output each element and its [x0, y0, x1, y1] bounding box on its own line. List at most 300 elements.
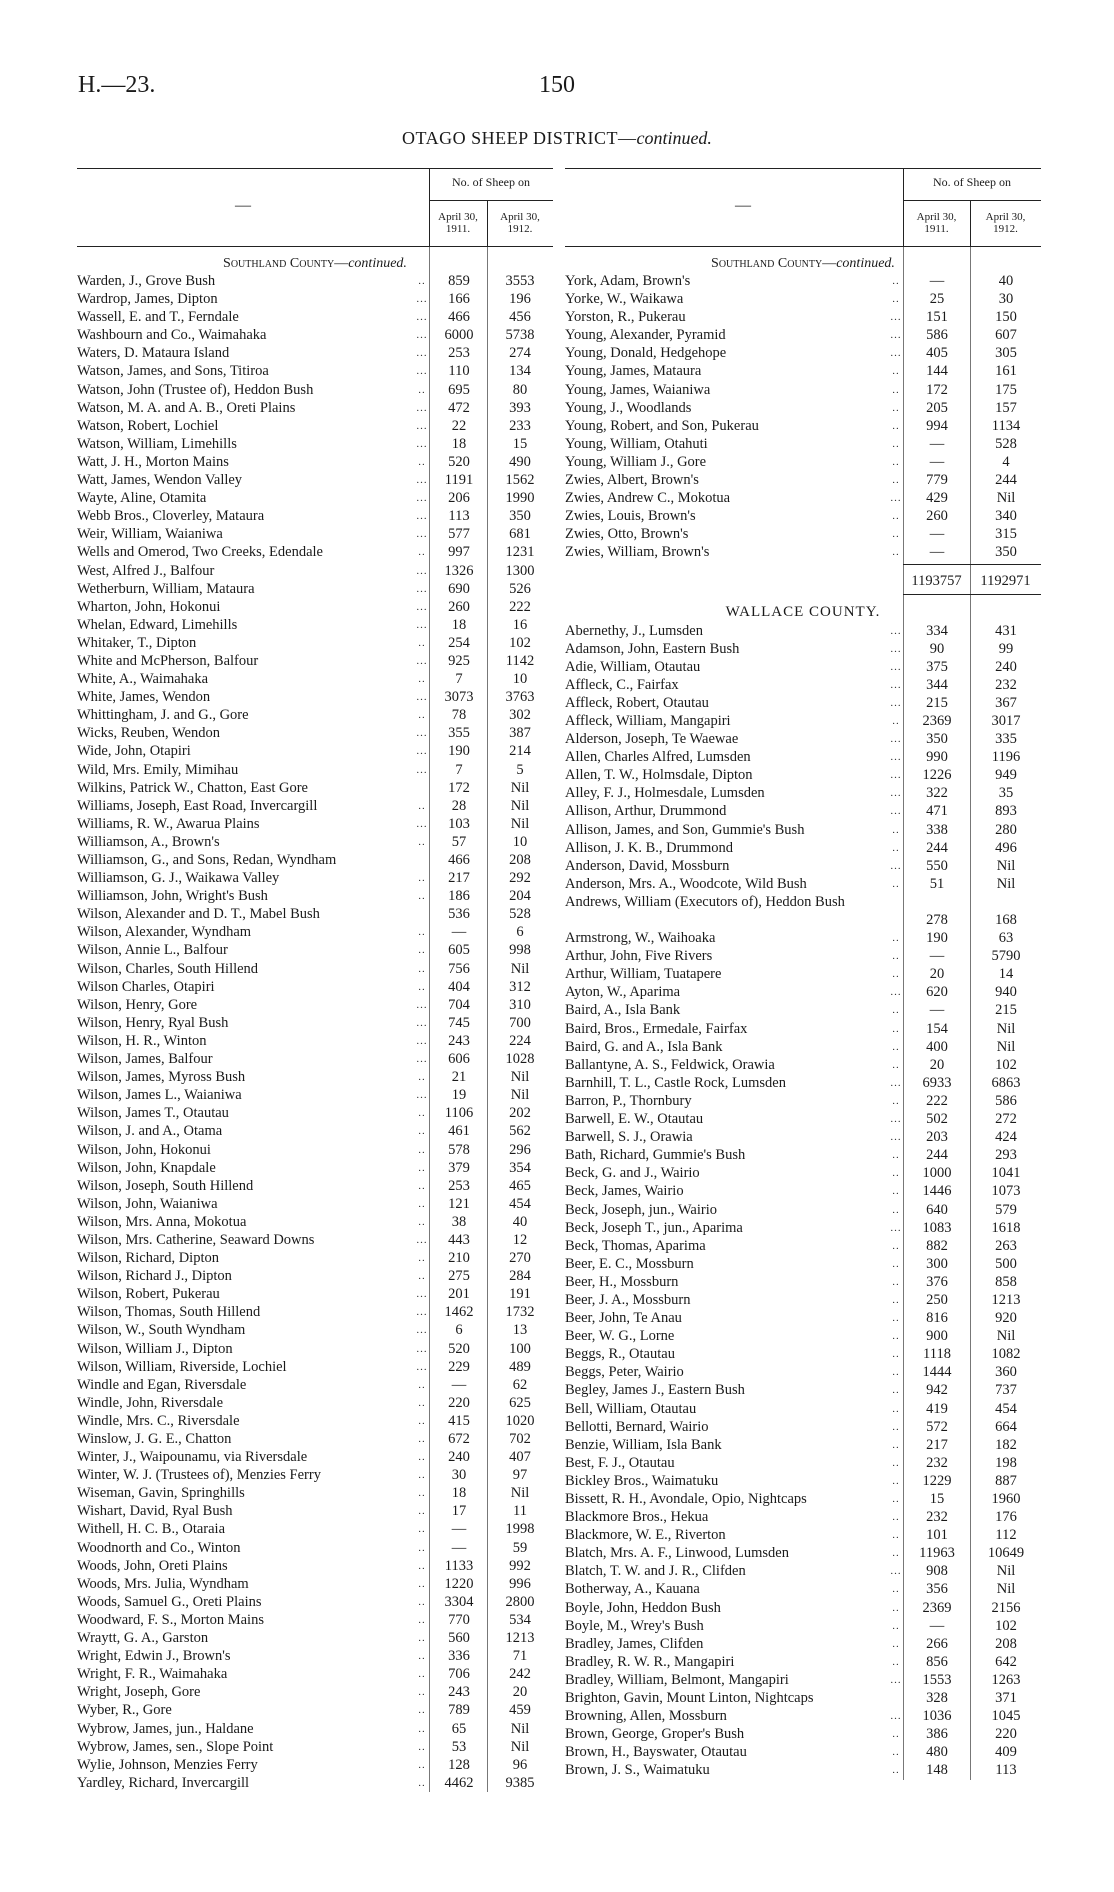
sheep-1911: 215 — [926, 694, 948, 711]
sheep-1911: 997 — [448, 544, 470, 561]
sheep-1911: 779 — [926, 472, 948, 489]
sheep-1912: 335 — [995, 731, 1017, 748]
leader-dots: .. — [892, 1004, 900, 1017]
leader-dots: ... — [416, 564, 428, 577]
table-row — [77, 1412, 553, 1430]
sheep-1911: 144 — [926, 363, 948, 380]
leader-dots: ... — [416, 1342, 428, 1355]
leader-dots: .. — [892, 546, 900, 559]
owner-name: Baird, A., Isla Bank — [565, 1002, 681, 1019]
sheep-1911: 90 — [929, 640, 945, 657]
sheep-1911: 7 — [455, 761, 463, 778]
sheep-1912: 99 — [998, 640, 1014, 657]
sheep-1912: 500 — [995, 1255, 1017, 1272]
owner-name: Beer, John, Te Anau — [565, 1310, 682, 1327]
owner-name: Andrews, William (Executors of), Heddon Bush — [565, 893, 845, 910]
sheep-1911: 415 — [448, 1412, 470, 1429]
sheep-1911: 1553 — [922, 1671, 952, 1688]
sheep-1912: 150 — [995, 309, 1017, 326]
table-row — [77, 1557, 553, 1575]
table-row — [77, 1539, 553, 1557]
table-row — [565, 1182, 1041, 1200]
sheep-1911: 20 — [929, 966, 945, 983]
sheep-1912: 1732 — [505, 1304, 535, 1321]
owner-name: Wilson, Richard J., Dipton — [77, 1268, 232, 1285]
owner-name: Adie, William, Otautau — [565, 658, 701, 675]
sheep-1911: 201 — [448, 1286, 470, 1303]
table-row — [565, 1291, 1041, 1309]
owner-name: Young, William, Otahuti — [565, 435, 708, 452]
table-row — [565, 784, 1041, 802]
leader-dots: .. — [892, 1094, 900, 1107]
sheep-1911: — — [451, 1539, 467, 1556]
table-row — [565, 947, 1041, 965]
sheep-1912: 1990 — [505, 490, 535, 507]
table-row — [77, 634, 553, 652]
leader-dots: ... — [890, 347, 902, 360]
sheep-1912: 312 — [509, 978, 531, 995]
leader-dots: .. — [418, 455, 426, 468]
col-1912-header: April 30, 1912. — [500, 211, 540, 235]
owner-name: Williamson, G. J., Waikawa Valley — [77, 870, 280, 887]
table-row — [565, 1544, 1041, 1562]
sheep-1912: 315 — [995, 526, 1017, 543]
table-row — [77, 1430, 553, 1448]
sheep-1911: 1446 — [922, 1183, 952, 1200]
sheep-1912: 5738 — [505, 327, 535, 344]
sheep-1912: 5790 — [991, 948, 1021, 965]
table-row — [565, 399, 1041, 417]
table-row — [77, 308, 553, 326]
leader-dots: .. — [418, 1197, 426, 1210]
sheep-1911: 2369 — [922, 1599, 952, 1616]
sheep-1912: 11 — [513, 1503, 527, 1520]
sheep-1912: 409 — [995, 1744, 1017, 1761]
sheep-1911: 1000 — [922, 1165, 952, 1182]
leader-dots: ... — [416, 654, 428, 667]
leader-dots: ... — [416, 600, 428, 613]
table-row — [77, 742, 553, 760]
leader-dots: .. — [892, 1746, 900, 1759]
leader-dots: .. — [418, 1613, 426, 1626]
sheep-1911: 253 — [448, 345, 470, 362]
total-1911: 1193757 — [911, 572, 962, 589]
table-row — [77, 1050, 553, 1068]
leader-dots: ... — [416, 1324, 428, 1337]
leader-dots: .. — [418, 962, 426, 975]
owner-name: Woodward, F. S., Morton Mains — [77, 1611, 264, 1628]
sheep-1912: 233 — [509, 417, 531, 434]
owner-name: Wishart, David, Ryal Bush — [77, 1503, 233, 1520]
label-column-header: — — [735, 197, 751, 214]
leader-dots: ... — [890, 1113, 902, 1126]
sheep-1912: 102 — [509, 634, 531, 651]
owner-name: Wilson, Richard, Dipton — [77, 1250, 219, 1267]
sheep-1911: 244 — [926, 1147, 948, 1164]
table-row — [565, 543, 1041, 561]
sheep-1911: 560 — [448, 1630, 470, 1647]
owner-name: Beggs, R., Otautau — [565, 1346, 675, 1363]
table-row — [77, 1068, 553, 1086]
table-row — [77, 1231, 553, 1249]
table-row — [77, 598, 553, 616]
sheep-1911: 6000 — [444, 327, 474, 344]
sheep-1912: 30 — [998, 291, 1014, 308]
sheep-1912: 222 — [509, 598, 531, 615]
sheep-1911: 322 — [926, 785, 948, 802]
table-row — [77, 1267, 553, 1285]
owner-name: Windle, Mrs. C., Riversdale — [77, 1412, 240, 1429]
leader-dots: .. — [418, 673, 426, 686]
owner-name: Ballantyne, A. S., Feldwick, Orawia — [565, 1056, 775, 1073]
sheep-1911: 240 — [448, 1449, 470, 1466]
sheep-1911: 4462 — [444, 1774, 474, 1791]
owner-name: Winter, J., Waipounamu, via Riversdale — [77, 1449, 308, 1466]
leader-dots: .. — [418, 1523, 426, 1536]
sheep-1911: 103 — [448, 815, 470, 832]
sheep-1911: 275 — [448, 1268, 470, 1285]
table-row — [77, 489, 553, 507]
sheep-1912: 63 — [998, 930, 1014, 947]
right-table-header — [565, 168, 1041, 247]
leader-dots: .. — [418, 1776, 426, 1789]
owner-name: Barwell, E. W., Otautau — [565, 1111, 704, 1128]
table-row — [565, 1743, 1041, 1761]
leader-dots: .. — [418, 1541, 426, 1554]
sheep-1912: 9385 — [505, 1774, 535, 1791]
sheep-1911: 206 — [448, 490, 470, 507]
table-row — [565, 1309, 1041, 1327]
table-row — [77, 344, 553, 362]
owner-name: Zwies, Andrew C., Mokotua — [565, 490, 731, 507]
table-row — [77, 272, 553, 290]
leader-dots: .. — [892, 401, 900, 414]
leader-dots: .. — [892, 932, 900, 945]
table-row — [77, 1285, 553, 1303]
leader-dots: ... — [416, 1016, 428, 1029]
sheep-1912: 10 — [512, 671, 528, 688]
owner-name: Wilson, Mrs. Anna, Mokotua — [77, 1213, 247, 1230]
leader-dots: ... — [416, 311, 428, 324]
sheep-1912: 62 — [512, 1376, 528, 1393]
sheep-1912: 2800 — [505, 1593, 535, 1610]
table-row — [565, 658, 1041, 676]
sheep-1912: 992 — [509, 1557, 531, 1574]
leader-dots: .. — [418, 1686, 426, 1699]
table-row — [565, 1400, 1041, 1418]
sheep-1911: 148 — [926, 1762, 948, 1779]
owner-name: Allison, J. K. B., Drummond — [565, 839, 733, 856]
leader-dots: ... — [416, 528, 428, 541]
leader-dots: ... — [416, 745, 428, 758]
leader-dots: ... — [890, 805, 902, 818]
leader-dots: ... — [890, 311, 902, 324]
title-continued: continued. — [636, 128, 712, 148]
sheep-1911: 186 — [448, 888, 470, 905]
sheep-1912: 232 — [995, 676, 1017, 693]
sheep-1912: 489 — [509, 1358, 531, 1375]
sheep-1911: — — [451, 1376, 467, 1393]
leader-dots: ... — [416, 474, 428, 487]
table-row — [565, 748, 1041, 766]
owner-name: Baird, G. and A., Isla Bank — [565, 1038, 723, 1055]
sheep-1911: 376 — [926, 1273, 948, 1290]
owner-name: Allison, James, and Son, Gummie's Bush — [565, 821, 805, 838]
leader-dots: .. — [892, 1601, 900, 1614]
owner-name: Alderson, Joseph, Te Waewae — [565, 731, 739, 748]
owner-name: Woods, John, Oreti Plains — [77, 1557, 228, 1574]
table-row — [565, 489, 1041, 507]
sheep-1912: 3553 — [505, 273, 535, 289]
owner-name: Browning, Allen, Mossburn — [565, 1708, 727, 1725]
sheep-1912: 198 — [995, 1454, 1017, 1471]
sheep-1912: 456 — [509, 309, 531, 326]
table-row — [565, 1092, 1041, 1110]
owner-name: Beck, G. and J., Wairio — [565, 1165, 700, 1182]
table-row — [565, 1201, 1041, 1219]
sheep-1912: 1562 — [505, 472, 535, 489]
sheep-1911: 232 — [926, 1454, 948, 1471]
owner-name: Bath, Richard, Gummie's Bush — [565, 1147, 746, 1164]
table-row — [565, 821, 1041, 839]
owner-name: Wilson, James L., Waianiwa — [77, 1087, 242, 1104]
sheep-1911: 672 — [448, 1431, 470, 1447]
table-row — [77, 1086, 553, 1104]
table-row — [565, 965, 1041, 983]
owner-name: Watt, J. H., Morton Mains — [77, 453, 229, 470]
sheep-1911: 379 — [448, 1159, 470, 1176]
sheep-1911: 18 — [451, 1485, 467, 1502]
table-row — [77, 1213, 553, 1231]
sheep-1911: 22 — [451, 417, 467, 434]
page-number: 150 — [539, 72, 575, 98]
table-row — [565, 272, 1041, 290]
owner-name: Beck, Joseph T., jun., Aparima — [565, 1219, 743, 1236]
sheep-1911: 1220 — [444, 1575, 474, 1592]
sheep-1911: 1326 — [444, 562, 474, 579]
owner-name: Woods, Samuel G., Oreti Plains — [77, 1593, 262, 1610]
sheep-1911: 38 — [451, 1213, 467, 1230]
leader-dots: .. — [892, 1348, 900, 1361]
sheep-1912: 280 — [995, 821, 1017, 838]
sheep-1911: 480 — [926, 1744, 948, 1761]
leader-dots: .. — [892, 1239, 900, 1252]
sheep-1911: 30 — [451, 1467, 467, 1484]
table-row — [565, 1490, 1041, 1508]
sheep-1912: 97 — [512, 1467, 528, 1484]
sheep-1912: 1028 — [505, 1051, 535, 1068]
table-row — [77, 1738, 553, 1756]
owner-name: Wilkins, Patrick W., Chatton, East Gore — [77, 779, 308, 796]
table-row — [77, 1647, 553, 1665]
leader-dots: .. — [892, 1511, 900, 1524]
table-row — [565, 1146, 1041, 1164]
leader-dots: .. — [892, 1058, 900, 1071]
table-row — [77, 887, 553, 905]
sheep-1912: 586 — [995, 1092, 1017, 1109]
sheep-1911: 550 — [926, 857, 948, 874]
table-row — [77, 1611, 553, 1629]
sheep-1912: 14 — [998, 966, 1014, 983]
table-row — [77, 941, 553, 959]
table-row — [77, 1195, 553, 1213]
sheep-1912: 681 — [509, 526, 531, 543]
owner-name: Wiseman, Gavin, Springhills — [77, 1485, 245, 1502]
sheep-1912: Nil — [510, 1069, 530, 1086]
leader-dots: .. — [418, 1668, 426, 1681]
table-row — [565, 1418, 1041, 1436]
sheep-1911: 577 — [448, 526, 470, 543]
sheep-1911: 110 — [448, 363, 470, 380]
owner-name: Bellotti, Bernard, Wairio — [565, 1418, 709, 1435]
table-row — [77, 1520, 553, 1538]
sheep-1911: 386 — [926, 1726, 948, 1743]
sheep-1912: 113 — [995, 1762, 1017, 1779]
owner-name: Wybrow, James, jun., Haldane — [77, 1720, 254, 1737]
table-row — [565, 1472, 1041, 1490]
leader-dots: .. — [418, 799, 426, 812]
table-row — [77, 1376, 553, 1394]
owner-name: Wilson, Thomas, South Hillend — [77, 1304, 261, 1321]
owner-name: Young, Donald, Hedgehope — [565, 345, 727, 362]
sheep-1912: 224 — [509, 1032, 531, 1049]
leader-dots: .. — [418, 1270, 426, 1283]
owner-name: Wilson, Annie L., Balfour — [77, 942, 228, 959]
sheep-1912: 102 — [995, 1056, 1017, 1073]
table-row — [77, 1321, 553, 1339]
sheep-1912: 465 — [509, 1177, 531, 1194]
leader-dots: .. — [892, 1728, 900, 1741]
sheep-1912: 40 — [512, 1213, 528, 1230]
leader-dots: .. — [892, 1257, 900, 1270]
owner-name: Anderson, Mrs. A., Woodcote, Wild Bush — [565, 875, 807, 892]
sheep-1911: 908 — [926, 1563, 948, 1580]
leader-dots: ... — [890, 492, 902, 505]
page-title — [0, 128, 1114, 149]
sheep-1912: 1196 — [991, 749, 1021, 766]
owner-name: Watson, William, Limehills — [77, 435, 237, 452]
table-row — [565, 471, 1041, 489]
sheep-1912: 664 — [995, 1418, 1017, 1435]
sheep-1911: 2369 — [922, 712, 952, 729]
owner-name: White, A., Waimahaka — [77, 671, 209, 688]
owner-name: Watson, M. A. and A. B., Oreti Plains — [77, 399, 296, 416]
owner-name: Begley, James J., Eastern Bush — [565, 1382, 745, 1399]
leader-dots: .. — [892, 968, 900, 981]
sheep-1911: 17 — [451, 1503, 467, 1520]
sheep-1912: 215 — [995, 1002, 1017, 1019]
leader-dots: .. — [892, 1420, 900, 1433]
owner-name: Affleck, Robert, Otautau — [565, 694, 709, 711]
table-row — [565, 1110, 1041, 1128]
owner-name: Zwies, William, Brown's — [565, 544, 710, 561]
sheep-1912: 579 — [995, 1201, 1017, 1218]
owner-name: Wells and Omerod, Two Creeks, Edendale — [77, 544, 323, 561]
owner-name: Arthur, William, Tuatapere — [565, 966, 722, 983]
sheep-1912: 459 — [509, 1702, 531, 1719]
owner-name: Yorston, R., Pukerau — [565, 309, 686, 326]
owner-name: Bradley, James, Clifden — [565, 1635, 704, 1652]
sheep-1911: 704 — [448, 996, 470, 1013]
owner-name: White, James, Wendon — [77, 689, 211, 706]
owner-name: Affleck, C., Fairfax — [565, 676, 679, 693]
leader-dots: .. — [418, 1451, 426, 1464]
leader-dots: ... — [890, 751, 902, 764]
leader-dots: ... — [416, 618, 428, 631]
sheep-1911: 300 — [926, 1255, 948, 1272]
table-row — [77, 960, 553, 978]
sheep-1912: Nil — [996, 1038, 1016, 1055]
sheep-1911: 1118 — [923, 1346, 951, 1363]
owner-name: Wylie, Johnson, Menzies Ferry — [77, 1756, 258, 1773]
sheep-1912: Nil — [510, 797, 530, 814]
table-row — [565, 730, 1041, 748]
sheep-1911: 856 — [926, 1653, 948, 1670]
leader-dots: .. — [418, 1758, 426, 1771]
sheep-1911: 3073 — [444, 689, 474, 706]
table-row — [77, 779, 553, 797]
table-row — [565, 1436, 1041, 1454]
leader-dots: ... — [416, 1233, 428, 1246]
leader-dots: ... — [890, 642, 902, 655]
owner-name: Wyber, R., Gore — [77, 1702, 172, 1719]
table-row — [77, 1159, 553, 1177]
leader-dots: ... — [416, 1034, 428, 1047]
sheep-1911: 578 — [448, 1141, 470, 1158]
leader-dots: ... — [890, 678, 902, 691]
sheep-1912: 274 — [509, 345, 531, 362]
sheep-1912: 296 — [509, 1141, 531, 1158]
owner-name: Barwell, S. J., Orawia — [565, 1129, 693, 1146]
leader-dots: .. — [892, 1149, 900, 1162]
sheep-1912: 16 — [512, 616, 528, 633]
table-row — [565, 983, 1041, 1001]
table-row — [77, 724, 553, 742]
table-row — [565, 712, 1041, 730]
left-table — [77, 168, 553, 1792]
table-row — [77, 1104, 553, 1122]
owner-name: Wicks, Reuben, Wendon — [77, 725, 220, 742]
sheep-1912: 4 — [1002, 453, 1010, 470]
sheep-1911: — — [929, 453, 945, 470]
sheep-1912: 949 — [995, 767, 1017, 784]
sheep-1911: 260 — [448, 598, 470, 615]
section-heading-wallace: WALLACE COUNTY. — [725, 603, 881, 620]
owner-name: Whitaker, T., Dipton — [77, 634, 197, 651]
owner-name: Williamson, John, Wright's Bush — [77, 888, 268, 905]
table-row — [77, 525, 553, 543]
sheep-1911: 217 — [926, 1436, 948, 1453]
sheep-1911: 344 — [926, 676, 948, 693]
table-row — [565, 1671, 1041, 1689]
table-row — [77, 1629, 553, 1647]
sheep-1911: 405 — [926, 345, 948, 362]
sheep-1911: 859 — [448, 273, 470, 289]
table-row — [77, 1340, 553, 1358]
sheep-1911: 205 — [926, 399, 948, 416]
sheep-1912: 196 — [509, 291, 531, 308]
owner-name: Winter, W. J. (Trustees of), Menzies Ferry — [77, 1467, 321, 1484]
leader-dots: ... — [890, 859, 902, 872]
sheep-1912: Nil — [996, 1563, 1016, 1580]
leader-dots: .. — [892, 1547, 900, 1560]
leader-dots: .. — [892, 1167, 900, 1180]
table-row — [77, 1484, 553, 1502]
sheep-1911: — — [929, 1617, 945, 1634]
owner-name: Yardley, Richard, Invercargill — [77, 1774, 250, 1791]
owner-name: Ayton, W., Aparima — [565, 984, 681, 1001]
table-row — [77, 562, 553, 580]
